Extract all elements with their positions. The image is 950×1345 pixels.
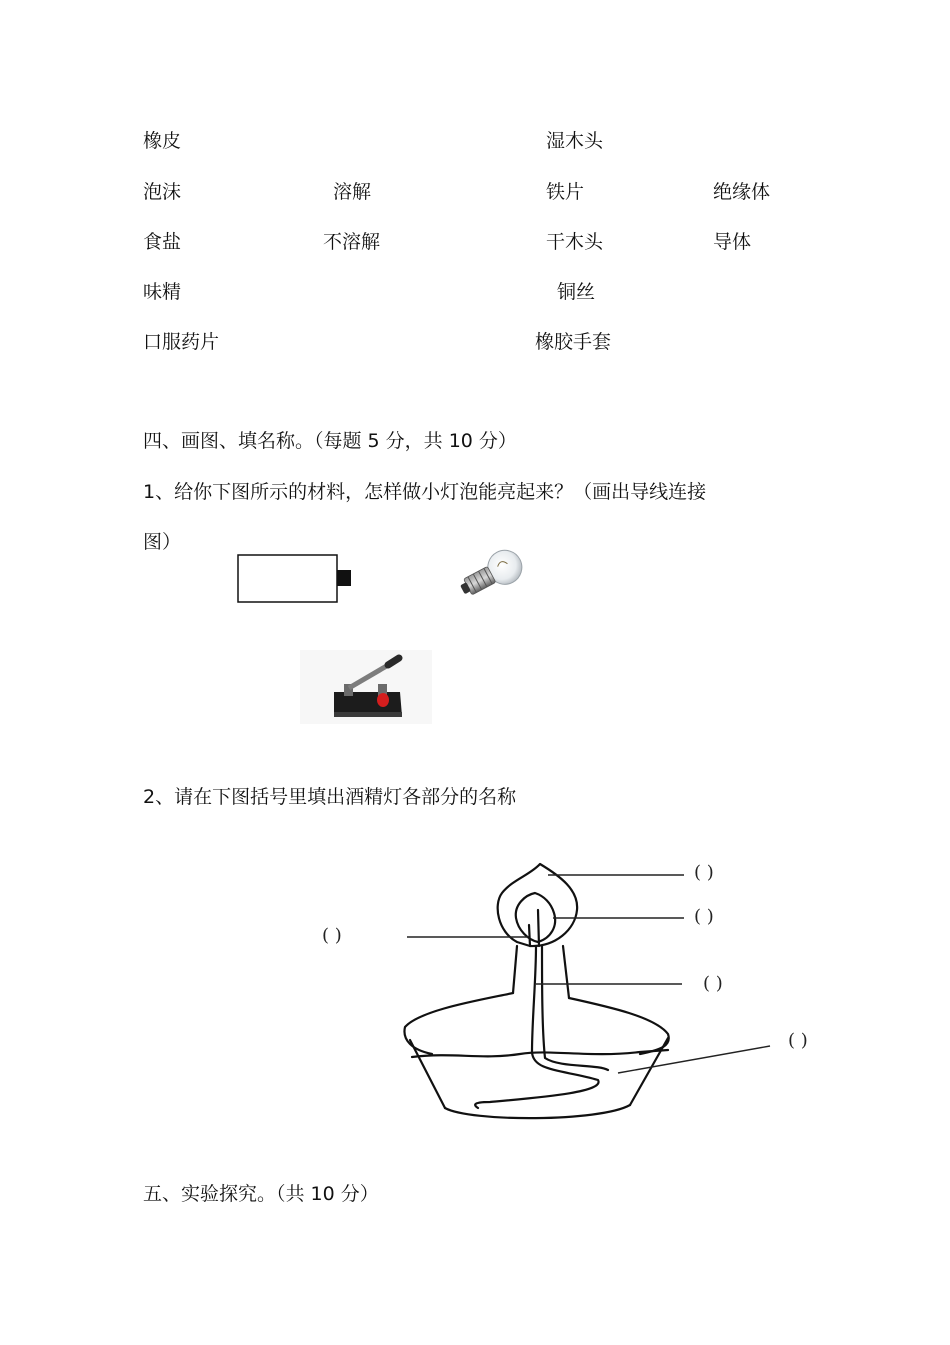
- blank-alcohol[interactable]: ( ): [788, 1030, 808, 1051]
- right-item-2: 铁片: [546, 181, 585, 203]
- switch-icon: [300, 650, 432, 724]
- left-item-2: 泡沫: [143, 181, 182, 203]
- blank-inner-flame[interactable]: ( ): [694, 906, 714, 927]
- section4-heading: 四、画图、填名称。（每题 5 分，共 10 分）: [143, 430, 517, 452]
- category-insulator: 绝缘体: [713, 181, 771, 203]
- right-item-1: 湿木头: [546, 130, 604, 152]
- right-item-4: 铜丝: [557, 281, 596, 303]
- left-item-1: 橡皮: [143, 130, 182, 152]
- left-item-4: 味精: [143, 281, 182, 303]
- category-not-dissolve: 不溶解: [323, 231, 381, 253]
- q1-text-line1: 1、给你下图所示的材料，怎样做小灯泡能亮起来？（画出导线连接: [143, 481, 707, 503]
- right-item-5: 橡胶手套: [535, 331, 612, 353]
- q1-text-line2: 图）: [143, 531, 182, 553]
- right-item-3: 干木头: [546, 231, 604, 253]
- left-item-5: 口服药片: [143, 331, 220, 353]
- q2-text: 2、请在下图括号里填出酒精灯各部分的名称: [143, 786, 517, 808]
- blank-flame-core[interactable]: ( ): [322, 925, 342, 946]
- left-item-3: 食盐: [143, 231, 182, 253]
- light-bulb-icon: [458, 544, 538, 616]
- battery-icon: [236, 553, 354, 605]
- section5-heading: 五、实验探究。（共 10 分）: [143, 1183, 379, 1205]
- blank-wick[interactable]: ( ): [703, 973, 723, 994]
- blank-outer-flame[interactable]: ( ): [694, 862, 714, 883]
- category-conductor: 导体: [713, 231, 752, 253]
- alcohol-lamp-diagram: [300, 855, 880, 1130]
- category-dissolve: 溶解: [333, 181, 372, 203]
